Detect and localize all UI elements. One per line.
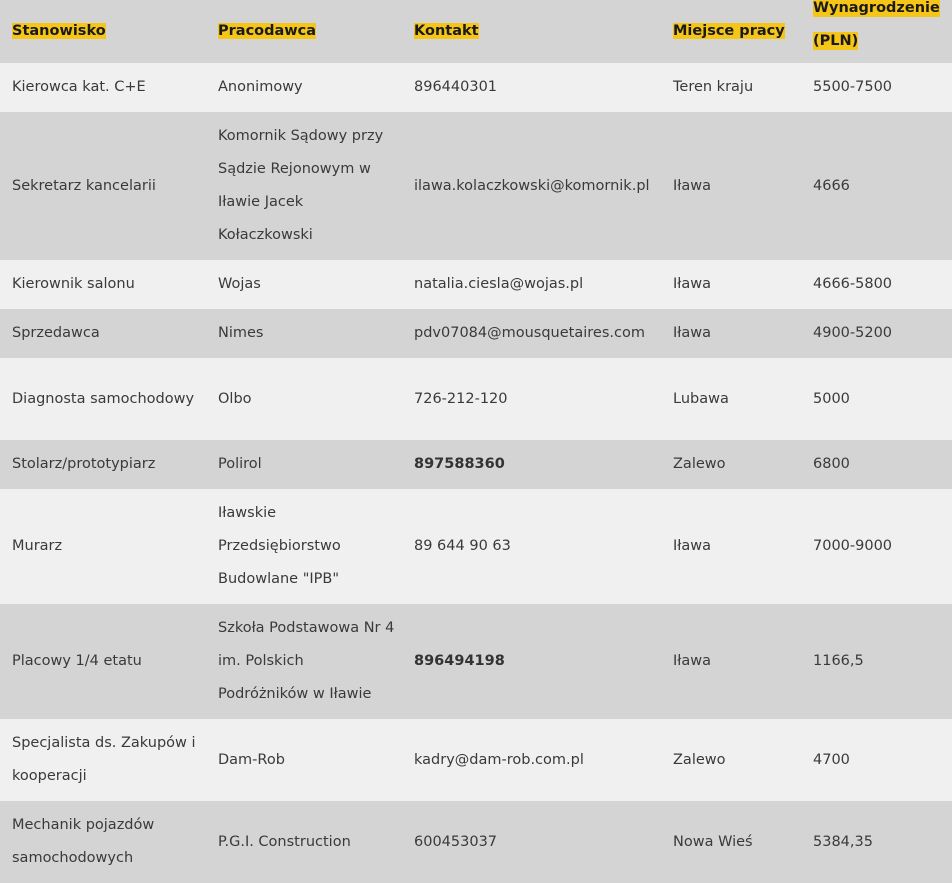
cell-place: Zalewo xyxy=(673,456,726,472)
cell-contact: 726-212-120 xyxy=(414,390,508,407)
contact-bold: 897588360 xyxy=(414,456,505,472)
cell-employer: Polirol xyxy=(218,456,262,472)
cell-contact xyxy=(402,604,661,719)
header-employer: Pracodawca xyxy=(218,23,317,39)
cell-salary: 4700 xyxy=(813,751,850,768)
cell-salary: 4666 xyxy=(813,177,850,194)
header-position: Stanowisko xyxy=(12,23,106,39)
cell-place: Iława xyxy=(673,538,712,554)
cell-salary: 5500-7500 xyxy=(813,79,893,95)
cell-contact[interactable]: pdv07084@mousquetaires.com xyxy=(414,325,645,341)
table-row xyxy=(0,63,952,112)
header-contact: Kontakt xyxy=(414,23,479,39)
header-salary: Wynagrodzenie (PLN) xyxy=(813,0,940,49)
table-row xyxy=(0,358,952,440)
cell-salary: 4900-5200 xyxy=(813,325,893,341)
cell-employer: P.G.I. Construction xyxy=(218,833,351,850)
cell-place: Zalewo xyxy=(673,751,726,768)
cell-place: Iława xyxy=(673,653,712,669)
cell-position: Sekretarz kancelarii xyxy=(12,177,156,194)
contact-bold: 896494198 xyxy=(414,653,505,669)
cell-employer: Dam-Rob xyxy=(218,751,285,768)
table-row xyxy=(0,260,952,309)
cell-employer: Szkoła Podstawowa Nr 4 im. Polskich Podróżników w Iławie xyxy=(218,620,395,702)
cell-place: Iława xyxy=(673,325,712,341)
cell-position: Diagnosta samochodowy xyxy=(12,390,195,407)
table-row xyxy=(0,440,952,489)
cell-contact[interactable]: ilawa.kolaczkowski@komornik.pl xyxy=(414,177,650,194)
cell-contact: 600453037 xyxy=(414,833,498,850)
cell-position: Placowy 1/4 etatu xyxy=(12,653,142,669)
header-place: Miejsce pracy xyxy=(673,23,785,39)
table-row xyxy=(0,604,952,719)
cell-position: Murarz xyxy=(12,538,63,554)
cell-salary: 5000 xyxy=(813,390,850,407)
cell-employer: Komornik Sądowy przy Sądzie Rejonowym w Iławie Jacek Kołaczkowski xyxy=(218,128,384,243)
cell-place: Iława xyxy=(673,177,712,194)
cell-contact[interactable]: kadry@dam-rob.com.pl xyxy=(414,751,584,768)
table-row xyxy=(0,719,952,801)
cell-employer: Anonimowy xyxy=(218,79,303,95)
cell-contact: 89 644 90 63 xyxy=(414,538,511,554)
cell-place: Iława xyxy=(673,276,712,292)
cell-position: Mechanik pojazdów samochodowych xyxy=(12,817,155,866)
cell-position: Sprzedawca xyxy=(12,325,100,341)
cell-position: Kierownik salonu xyxy=(12,276,135,292)
table-row xyxy=(0,309,952,358)
table-row xyxy=(0,489,952,604)
cell-contact: 896440301 xyxy=(414,79,498,95)
cell-employer: Wojas xyxy=(218,276,261,292)
cell-position: Kierowca kat. C+E xyxy=(12,79,146,95)
table-row xyxy=(0,112,952,260)
cell-position: Specjalista ds. Zakupów i kooperacji xyxy=(12,735,196,784)
cell-place: Nowa Wieś xyxy=(673,833,753,850)
cell-employer: Nimes xyxy=(218,325,264,341)
table-row xyxy=(0,801,952,883)
cell-position: Stolarz/prototypiarz xyxy=(12,456,156,472)
cell-salary: 1166,5 xyxy=(813,653,864,669)
cell-employer: Olbo xyxy=(218,390,252,407)
cell-salary: 4666-5800 xyxy=(813,276,893,292)
cell-place: Lubawa xyxy=(673,390,729,407)
cell-contact[interactable]: natalia.ciesla@wojas.pl xyxy=(414,276,584,292)
cell-salary: 6800 xyxy=(813,456,850,472)
cell-salary: 5384,35 xyxy=(813,833,873,850)
table-header-row xyxy=(0,0,952,63)
cell-contact xyxy=(402,440,661,489)
cell-salary: 7000-9000 xyxy=(813,538,893,554)
cell-place: Teren kraju xyxy=(673,79,754,95)
cell-employer: Iławskie Przedsiębiorstwo Budowlane "IPB" xyxy=(218,505,341,587)
